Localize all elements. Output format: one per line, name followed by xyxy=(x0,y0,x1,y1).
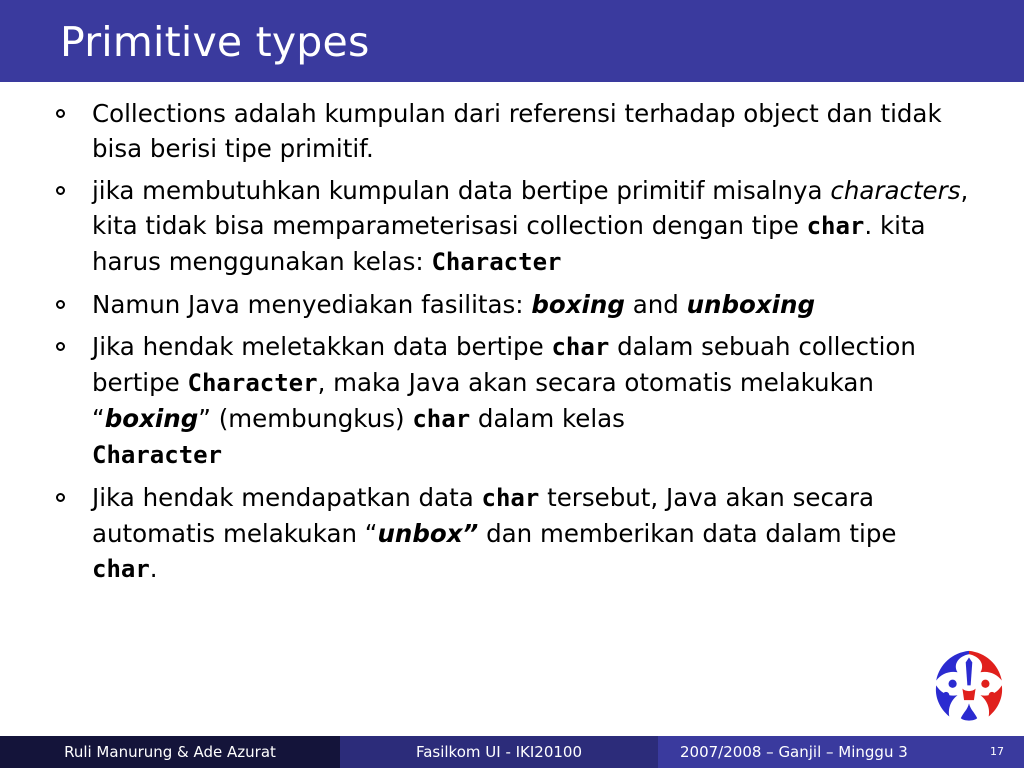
page-number: 17 xyxy=(990,745,1004,758)
slide-title: Primitive types xyxy=(60,18,370,66)
footer-authors: Ruli Manurung & Ade Azurat xyxy=(0,736,340,768)
bullet-item: jika membutuhkan kumpulan data bertipe primitif misalnya characters, kita tidak bisa memparameterisasi collection dengan tipe char. kita harus menggunakan kelas: Character xyxy=(50,173,980,280)
code-text: Character xyxy=(92,441,223,469)
bullet-item: Jika hendak meletakkan data bertipe char dalam sebuah collection bertipe Character, maka Java akan secara otomatis melakukan “boxing” (membungkus) char dalam kelas Character xyxy=(50,329,980,473)
bullet-icon xyxy=(56,300,65,309)
university-logo-icon xyxy=(928,646,1010,728)
footer xyxy=(0,736,1024,768)
bullet-item: Collections adalah kumpulan dari referensi terhadap object dan tidak bisa berisi tipe primitif. xyxy=(50,96,980,166)
footer-course: Fasilkom UI - IKI20100 xyxy=(340,736,658,768)
code-text: Character xyxy=(187,369,318,397)
bullet-icon xyxy=(56,493,65,502)
bullet-item: Namun Java menyediakan fasilitas: boxing and unboxing xyxy=(50,287,980,322)
code-text: Character xyxy=(431,248,562,276)
code-text: char xyxy=(481,484,540,512)
code-text: char xyxy=(806,212,865,240)
bullet-item: Jika hendak mendapatkan data char tersebut, Java akan secara automatis melakukan “unbox” dan memberikan data dalam tipe char. xyxy=(50,480,980,587)
bullet-icon xyxy=(56,342,65,351)
bullet-icon xyxy=(56,109,65,118)
code-text: char xyxy=(551,333,610,361)
code-text: char xyxy=(412,405,471,433)
code-text: char xyxy=(92,555,150,583)
title-bar xyxy=(0,0,1024,82)
bullet-icon xyxy=(56,186,65,195)
slide-content xyxy=(50,96,980,594)
footer-term: 2007/2008 – Ganjil – Minggu 3 17 xyxy=(658,736,1024,768)
